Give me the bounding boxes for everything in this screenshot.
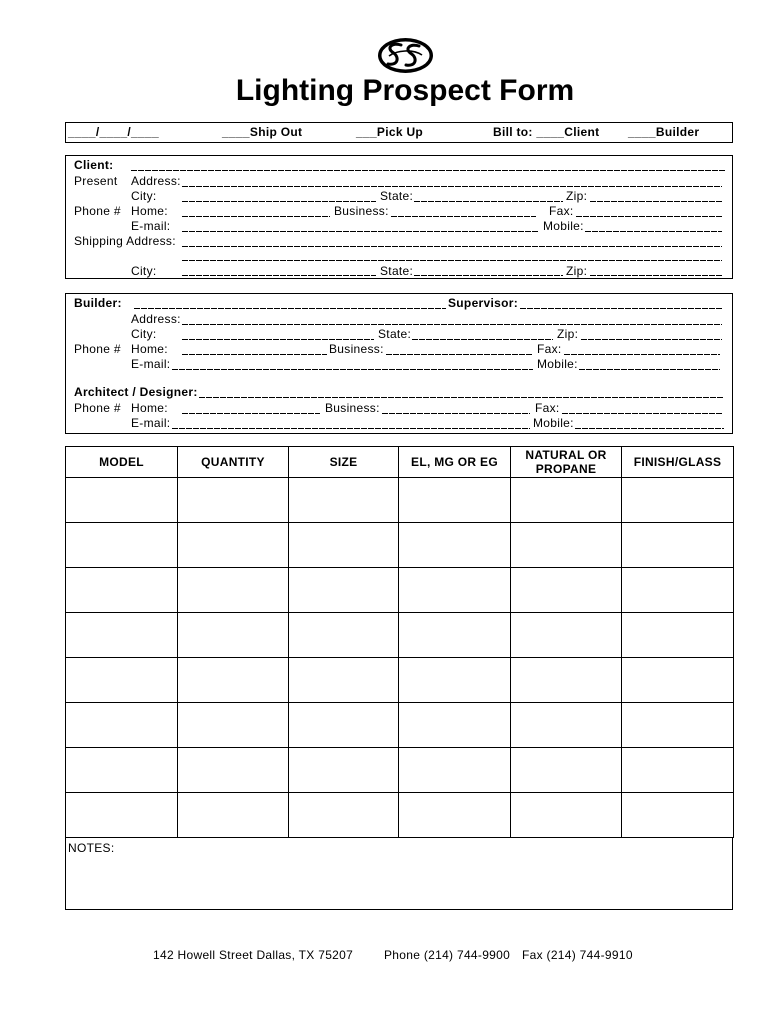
table-row bbox=[66, 523, 734, 568]
builder-zip-label: Zip: bbox=[557, 327, 579, 341]
builder-address-label: Address: bbox=[131, 312, 181, 326]
el-mg-eg-cell[interactable] bbox=[399, 658, 511, 703]
builder-email-field[interactable] bbox=[172, 369, 533, 370]
builder-home-label: Home: bbox=[131, 342, 168, 356]
builder-phone-label: Phone # bbox=[74, 342, 121, 356]
client-label: Client: bbox=[74, 158, 114, 172]
natural-or-propane-cell[interactable] bbox=[511, 793, 622, 838]
table-row bbox=[66, 703, 734, 748]
architect-designer-label: Architect / Designer: bbox=[74, 385, 198, 399]
builder-state-field[interactable] bbox=[412, 339, 553, 340]
client-mobile-field[interactable] bbox=[585, 231, 722, 232]
notes-box[interactable] bbox=[65, 838, 733, 910]
present-label: Present bbox=[74, 174, 118, 188]
client-business-label: Business: bbox=[334, 204, 389, 218]
natural-or-propane-cell[interactable] bbox=[511, 568, 622, 613]
bill-to-client-option[interactable]: Bill to: ____Client bbox=[493, 125, 600, 139]
architect-home-phone-field[interactable] bbox=[182, 413, 320, 414]
footer-fax: Fax (214) 744-9910 bbox=[522, 948, 633, 962]
client-zip-label: Zip: bbox=[566, 189, 588, 203]
architect-home-label: Home: bbox=[131, 401, 168, 415]
model-cell[interactable] bbox=[66, 658, 178, 703]
client-mobile-label: Mobile: bbox=[543, 219, 584, 233]
builder-fax-label: Fax: bbox=[537, 342, 562, 356]
size-cell[interactable] bbox=[289, 613, 399, 658]
quantity-cell[interactable] bbox=[178, 478, 289, 523]
natural-or-propane-cell[interactable] bbox=[511, 658, 622, 703]
natural-or-propane-cell[interactable] bbox=[511, 703, 622, 748]
column-header-natural-or-propane: NATURAL OR PROPANE bbox=[511, 447, 622, 478]
natural-or-propane-cell[interactable] bbox=[511, 478, 622, 523]
table-row bbox=[66, 658, 734, 703]
shipping-zip-label: Zip: bbox=[566, 264, 588, 278]
notes-label: NOTES: bbox=[68, 841, 115, 855]
quantity-cell[interactable] bbox=[178, 703, 289, 748]
finish-glass-cell[interactable] bbox=[622, 793, 734, 838]
order-date-field[interactable]: ____/____/____ bbox=[68, 125, 159, 139]
el-mg-eg-cell[interactable] bbox=[399, 478, 511, 523]
architect-business-phone-field[interactable] bbox=[382, 413, 530, 414]
builder-city-label: City: bbox=[131, 327, 157, 341]
quantity-cell[interactable] bbox=[178, 793, 289, 838]
el-mg-eg-cell[interactable] bbox=[399, 568, 511, 613]
size-cell[interactable] bbox=[289, 748, 399, 793]
size-cell[interactable] bbox=[289, 478, 399, 523]
finish-glass-cell[interactable] bbox=[622, 613, 734, 658]
size-cell[interactable] bbox=[289, 793, 399, 838]
client-phone-label: Phone # bbox=[74, 204, 121, 218]
el-mg-eg-cell[interactable] bbox=[399, 748, 511, 793]
quantity-cell[interactable] bbox=[178, 523, 289, 568]
model-cell[interactable] bbox=[66, 478, 178, 523]
footer-phone: Phone (214) 744-9900 bbox=[384, 948, 511, 962]
shipping-state-field[interactable] bbox=[414, 275, 563, 276]
architect-mobile-label: Mobile: bbox=[533, 416, 574, 430]
shipping-zip-field[interactable] bbox=[590, 275, 722, 276]
client-fax-field[interactable] bbox=[576, 216, 722, 217]
footer-address: 142 Howell Street Dallas, TX 75207 bbox=[153, 948, 354, 962]
el-mg-eg-cell[interactable] bbox=[399, 613, 511, 658]
column-header-quantity: QUANTITY bbox=[178, 447, 289, 478]
shipping-address-label: Shipping Address: bbox=[74, 234, 176, 248]
model-cell[interactable] bbox=[66, 793, 178, 838]
column-header-finish-glass: FINISH/GLASS bbox=[622, 447, 734, 478]
client-city-field[interactable] bbox=[182, 201, 376, 202]
supervisor-label: Supervisor: bbox=[448, 296, 518, 310]
client-email-label: E-mail: bbox=[131, 219, 171, 233]
size-cell[interactable] bbox=[289, 703, 399, 748]
quantity-cell[interactable] bbox=[178, 748, 289, 793]
builder-mobile-label: Mobile: bbox=[537, 357, 578, 371]
supervisor-field[interactable] bbox=[520, 308, 722, 309]
architect-fax-label: Fax: bbox=[535, 401, 560, 415]
size-cell[interactable] bbox=[289, 568, 399, 613]
column-header-el-mg-eg: EL, MG OR EG bbox=[399, 447, 511, 478]
column-header-size: SIZE bbox=[289, 447, 399, 478]
client-home-phone-field[interactable] bbox=[182, 216, 330, 217]
client-city-label: City: bbox=[131, 189, 157, 203]
architect-phone-label: Phone # bbox=[74, 401, 121, 415]
client-email-field[interactable] bbox=[182, 231, 539, 232]
architect-mobile-field[interactable] bbox=[575, 428, 724, 429]
builder-label: Builder: bbox=[74, 296, 122, 310]
client-address-field[interactable] bbox=[182, 186, 722, 187]
product-table bbox=[65, 446, 734, 838]
bill-to-builder-option[interactable]: ____Builder bbox=[628, 125, 700, 139]
shipping-state-label: State: bbox=[380, 264, 414, 278]
table-row bbox=[66, 748, 734, 793]
client-state-field[interactable] bbox=[414, 201, 563, 202]
ship-out-option[interactable]: ____Ship Out bbox=[222, 125, 303, 139]
client-zip-field[interactable] bbox=[590, 201, 722, 202]
quantity-cell[interactable] bbox=[178, 658, 289, 703]
builder-name-field[interactable] bbox=[134, 308, 446, 309]
finish-glass-cell[interactable] bbox=[622, 523, 734, 568]
finish-glass-cell[interactable] bbox=[622, 658, 734, 703]
table-body bbox=[66, 478, 734, 838]
model-cell[interactable] bbox=[66, 613, 178, 658]
natural-or-propane-cell[interactable] bbox=[511, 523, 622, 568]
table-header-row bbox=[66, 447, 734, 478]
architect-business-label: Business: bbox=[325, 401, 380, 415]
client-business-phone-field[interactable] bbox=[391, 216, 536, 217]
page-title: Lighting Prospect Form bbox=[235, 74, 575, 107]
model-cell[interactable] bbox=[66, 568, 178, 613]
table-row bbox=[66, 613, 734, 658]
el-mg-eg-cell[interactable] bbox=[399, 793, 511, 838]
table-row bbox=[66, 793, 734, 838]
builder-home-phone-field[interactable] bbox=[182, 354, 327, 355]
model-cell[interactable] bbox=[66, 703, 178, 748]
client-name-field[interactable] bbox=[131, 170, 725, 171]
natural-or-propane-cell[interactable] bbox=[511, 613, 622, 658]
pick-up-option[interactable]: ___Pick Up bbox=[356, 125, 424, 139]
shipping-city-label: City: bbox=[131, 264, 157, 278]
model-cell[interactable] bbox=[66, 748, 178, 793]
client-home-label: Home: bbox=[131, 204, 168, 218]
architect-email-label: E-mail: bbox=[131, 416, 171, 430]
builder-email-label: E-mail: bbox=[131, 357, 171, 371]
shipping-city-field[interactable] bbox=[182, 275, 376, 276]
el-mg-eg-cell[interactable] bbox=[399, 523, 511, 568]
builder-address-field[interactable] bbox=[182, 324, 722, 325]
monogram-logo-icon bbox=[377, 37, 434, 74]
architect-fax-field[interactable] bbox=[562, 413, 722, 414]
finish-glass-cell[interactable] bbox=[622, 748, 734, 793]
natural-or-propane-cell[interactable] bbox=[511, 748, 622, 793]
shipping-address-field[interactable] bbox=[182, 246, 722, 247]
column-header-model: MODEL bbox=[66, 447, 178, 478]
client-address-label: Address: bbox=[131, 174, 181, 188]
builder-state-label: State: bbox=[378, 327, 412, 341]
quantity-cell[interactable] bbox=[178, 613, 289, 658]
architect-designer-field[interactable] bbox=[199, 397, 724, 398]
quantity-cell[interactable] bbox=[178, 568, 289, 613]
size-cell[interactable] bbox=[289, 658, 399, 703]
builder-fax-field[interactable] bbox=[564, 354, 720, 355]
architect-email-field[interactable] bbox=[172, 428, 530, 429]
table-row bbox=[66, 568, 734, 613]
model-cell[interactable] bbox=[66, 523, 178, 568]
finish-glass-cell[interactable] bbox=[622, 568, 734, 613]
builder-mobile-field[interactable] bbox=[579, 369, 720, 370]
el-mg-eg-cell[interactable] bbox=[399, 703, 511, 748]
table-row bbox=[66, 478, 734, 523]
finish-glass-cell[interactable] bbox=[622, 703, 734, 748]
builder-zip-field[interactable] bbox=[581, 339, 722, 340]
shipping-address-line2-field[interactable] bbox=[182, 260, 722, 261]
builder-city-field[interactable] bbox=[182, 339, 374, 340]
client-fax-label: Fax: bbox=[549, 204, 574, 218]
builder-business-phone-field[interactable] bbox=[386, 354, 532, 355]
size-cell[interactable] bbox=[289, 523, 399, 568]
builder-business-label: Business: bbox=[329, 342, 384, 356]
client-state-label: State: bbox=[380, 189, 414, 203]
finish-glass-cell[interactable] bbox=[622, 478, 734, 523]
